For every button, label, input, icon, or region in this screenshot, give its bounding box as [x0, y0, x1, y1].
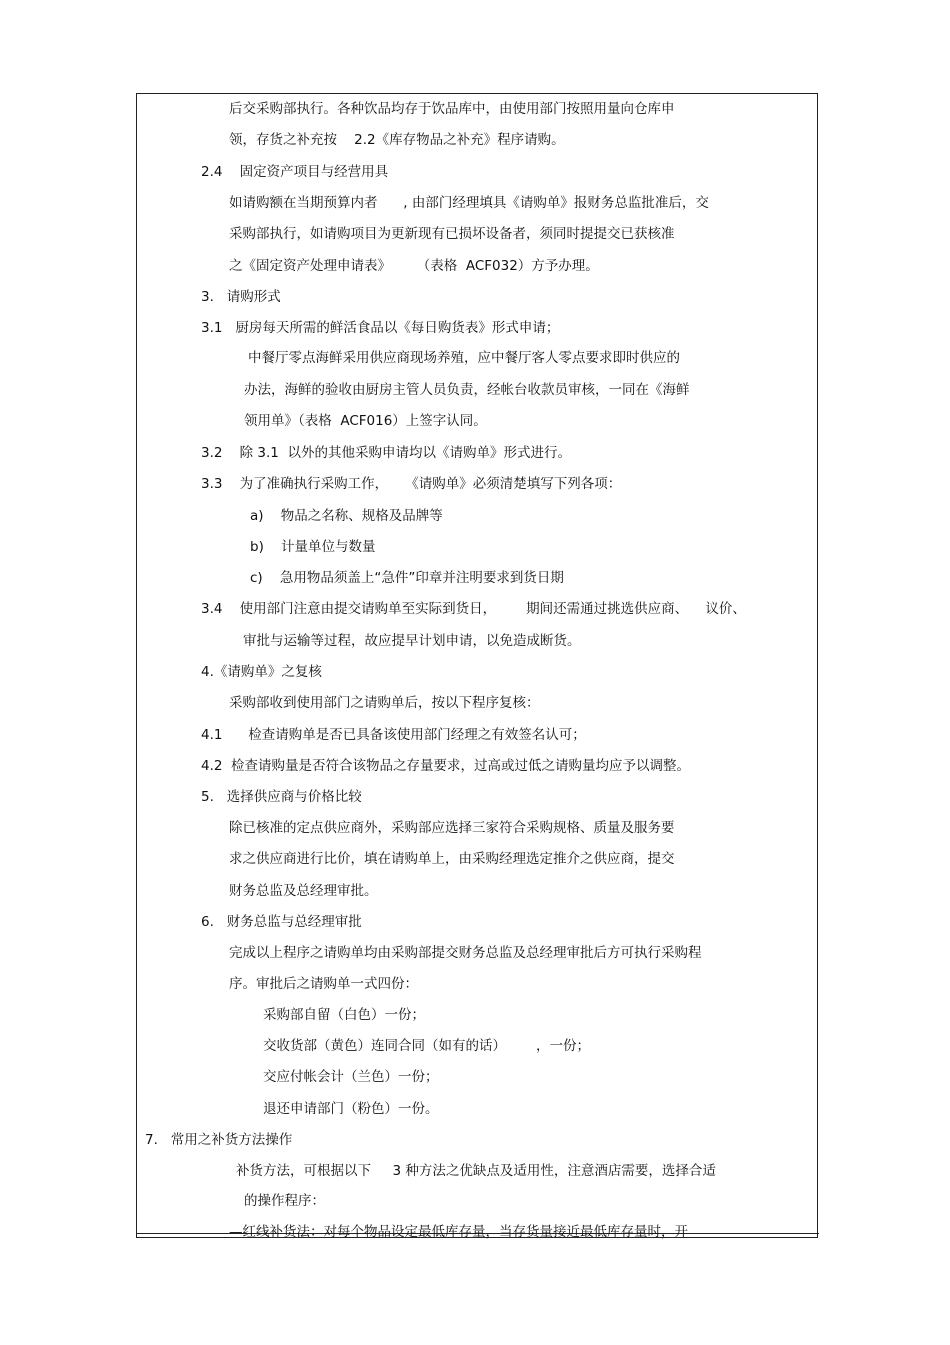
- list-item: 采购部自留（白色）一份；: [263, 1007, 425, 1023]
- list-item: 交应付帐会计（兰色）一份；: [263, 1069, 439, 1085]
- list-item: 交收货部（黄色）连同合同（如有的话） ，一份；: [263, 1038, 591, 1054]
- text-line: 领，存货之补充按 2.2《库存物品之补充》程序请购。: [229, 132, 565, 148]
- section-heading: 4.《请购单》之复核: [201, 664, 322, 680]
- section-heading: 3. 请购形式: [201, 289, 281, 305]
- text-line: 采购部收到使用部门之请购单后，按以下程序复核：: [229, 695, 540, 711]
- text-line: 4.2 检查请购量是否符合该物品之存量要求，过高或过低之请购量均应予以调整。: [201, 758, 691, 774]
- text-line: 后交采购部执行。各种饮品均存于饮品库中，由使用部门按照用量向仓库申: [229, 101, 675, 117]
- section-heading: 7. 常用之补货方法操作: [145, 1132, 293, 1148]
- list-item: a) 物品之名称、规格及品牌等: [250, 508, 443, 524]
- text-line: 中餐厅零点海鲜采用供应商现场养殖，应中餐厅客人零点要求即时供应的: [248, 350, 680, 366]
- text-line: 3.3 为了准确执行采购工作， 《请购单》必须清楚填写下列各项：: [201, 476, 622, 492]
- text-line: 财务总监及总经理审批。: [229, 883, 378, 899]
- text-line: 除已核准的定点供应商外，采购部应选择三家符合采购规格、质量及服务要: [229, 820, 675, 836]
- section-heading: 2.4 固定资产项目与经营用具: [201, 164, 389, 180]
- text-line: 求之供应商进行比价，填在请购单上，由采购经理选定推介之供应商，提交: [229, 851, 675, 867]
- text-line: 采购部执行，如请购项目为更新现有已损坏设备者，须同时提提交已获核准: [229, 226, 675, 242]
- text-line: 3.4 使用部门注意由提交请购单至实际到货日， 期间还需通过挑选供应商、 议价、: [201, 601, 746, 617]
- text-line: 领用单》（表格 ACF016）上签字认同。: [244, 413, 487, 429]
- text-line: 完成以上程序之请购单均由采购部提交财务总监及总经理审批后方可执行采购程: [229, 945, 702, 961]
- text-line: —红线补货法：对每个物品设定最低库存量，当存货量接近最低库存量时，开: [229, 1224, 688, 1240]
- text-line: 4.1 检查请购单是否已具备该使用部门经理之有效签名认可；: [201, 727, 586, 743]
- text-line: 3.2 除 3.1 以外的其他采购申请均以《请购单》形式进行。: [201, 445, 571, 461]
- text-line: 补货方法，可根据以下 3 种方法之优缺点及适用性，注意酒店需要，选择合适: [236, 1163, 716, 1179]
- text-line: 3.1 厨房每天所需的鲜活食品以《每日购货表》形式申请；: [201, 320, 560, 336]
- text-line: 办法，海鲜的验收由厨房主管人员负责，经帐台收款员审核，一同在《海鲜: [244, 382, 690, 398]
- text-line: 如请购额在当期预算内者 , 由部门经理填具《请购单》报财务总监批准后，交: [229, 195, 709, 211]
- section-heading: 5. 选择供应商与价格比较: [201, 789, 362, 805]
- text-line: 之《固定资产处理申请表》 （表格 ACF032）方予办理。: [229, 258, 599, 274]
- list-item: b) 计量单位与数量: [250, 539, 376, 555]
- list-item: 退还申请部门（粉色）一份。: [263, 1101, 439, 1117]
- list-item: c) 急用物品须盖上“急件”印章并注明要求到货日期: [250, 570, 564, 586]
- text-line: 的操作程序：: [244, 1193, 325, 1209]
- section-heading: 6. 财务总监与总经理审批: [201, 914, 362, 930]
- text-line: 序。审批后之请购单一式四份：: [229, 976, 418, 992]
- text-line: 审批与运输等过程，故应提早计划申请，以免造成断货。: [243, 633, 581, 649]
